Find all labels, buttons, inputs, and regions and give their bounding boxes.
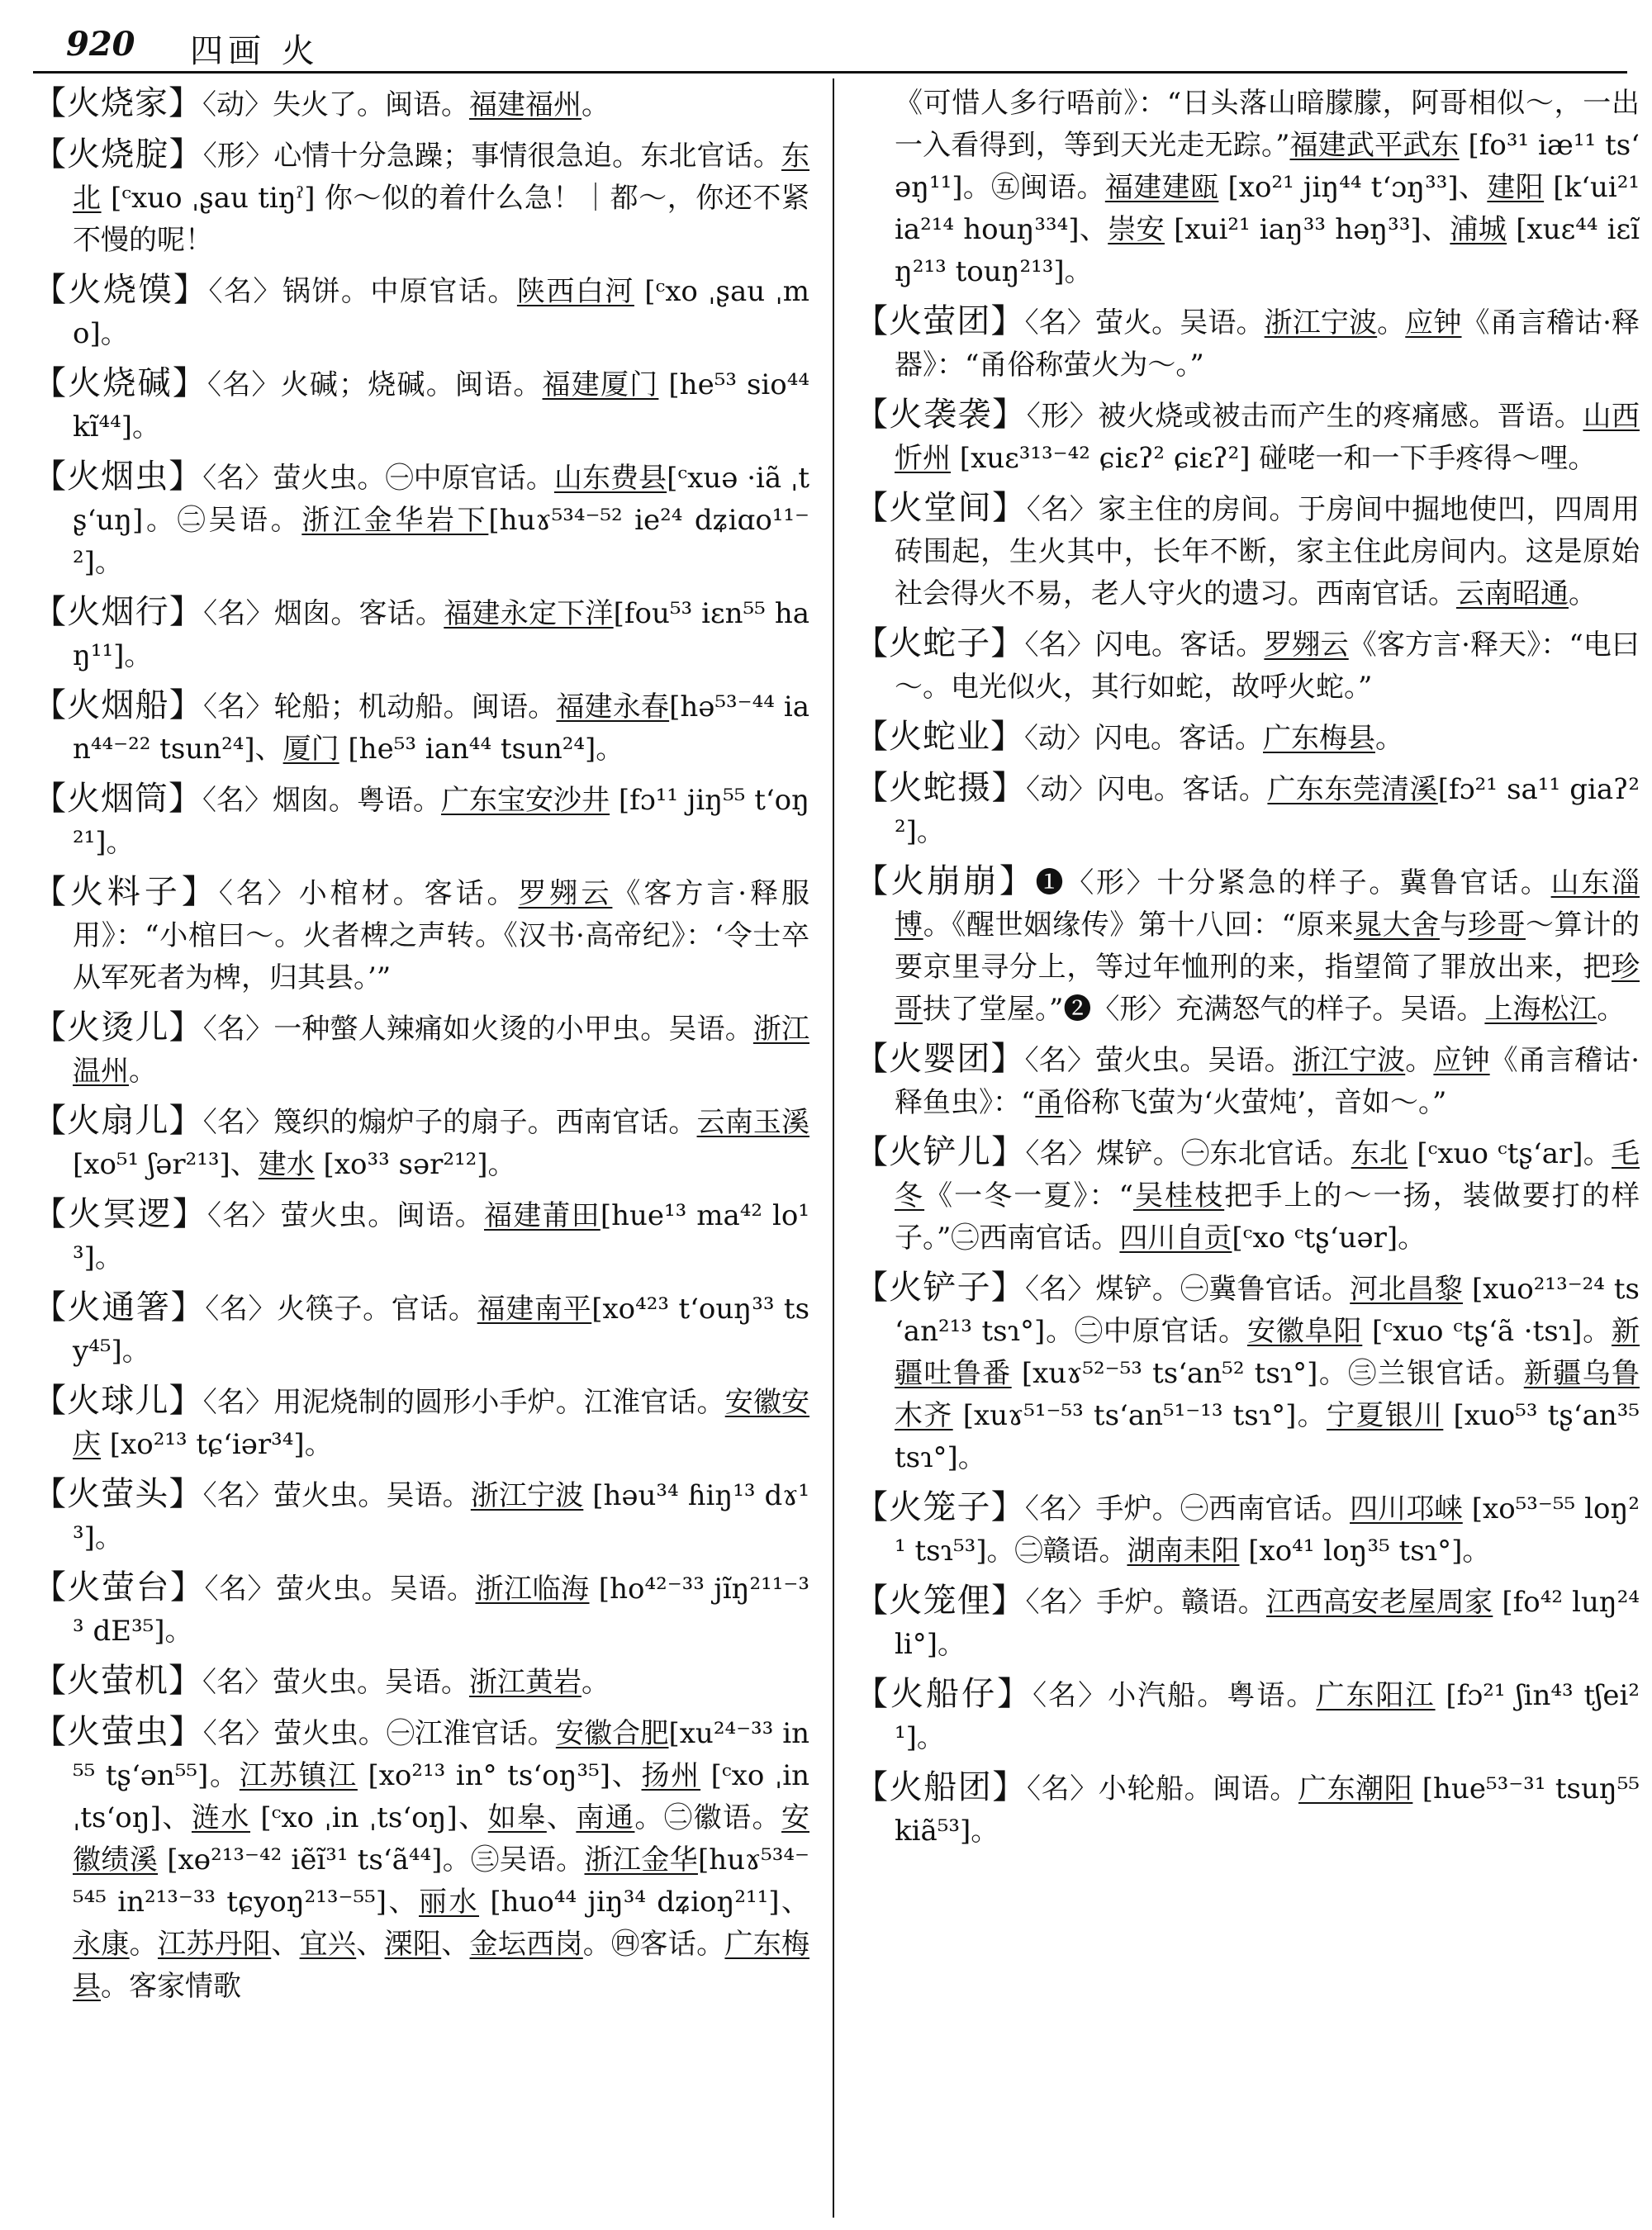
underlined-place-name: 丽水 bbox=[419, 1886, 480, 1919]
headword: 【火船团】 bbox=[855, 1768, 1027, 1806]
underlined-place-name: 新疆吐鲁番 bbox=[895, 1315, 1640, 1390]
definition-text: [xo⁵³⁻⁵⁵ loŋ²¹ tsɿ⁵³]。㊁赣语。 bbox=[895, 1492, 1640, 1568]
definition-text: 〈名〉煤铲。㊀东北官话。 bbox=[1025, 1137, 1351, 1170]
headword: 【火料子】 bbox=[33, 873, 219, 911]
dictionary-entry bbox=[33, 1193, 809, 1279]
underlined-place-name: 江苏镇江 bbox=[239, 1759, 358, 1792]
underlined-place-name: 东北 bbox=[73, 140, 809, 215]
headword: 【火袭袭】 bbox=[855, 396, 1027, 434]
definition-text: 〈名〉萤火。吴语。 bbox=[1024, 306, 1265, 339]
headword: 【火婴团】 bbox=[855, 1040, 1025, 1078]
definition-text: [kʻui²¹ ia²¹⁴ houŋ³³⁴]、 bbox=[895, 171, 1640, 246]
dictionary-entry bbox=[33, 363, 809, 448]
definition-text: 。 bbox=[1597, 993, 1626, 1026]
definition-text: 〈名〉萤火虫。㊀中原官话。 bbox=[202, 462, 554, 495]
definition-text: [həu³⁴ ɦiŋ¹³ dɤ¹³]。 bbox=[73, 1479, 809, 1554]
definition-text: [xo³³ sər²¹²]。 bbox=[314, 1148, 516, 1181]
underlined-place-name: 广东梅县 bbox=[1263, 722, 1375, 755]
definition-text: [huɤ⁵³⁴⁻⁵⁴⁵ in²¹³⁻³³ tɕyoŋ²¹³⁻⁵⁵]、 bbox=[73, 1843, 809, 1919]
definition-text: [fɔ¹¹ jiŋ⁵⁵ tʻoŋ²¹]。 bbox=[73, 784, 809, 859]
headword: 【火扇儿】 bbox=[33, 1102, 203, 1140]
headword: 【火蛇摄】 bbox=[855, 769, 1026, 807]
definition-text: 〈名〉篾织的煽炉子的扇子。西南官话。 bbox=[202, 1106, 697, 1139]
headword: 【火船仔】 bbox=[855, 1675, 1033, 1713]
definition-text: 〈形〉被火烧或被击而产生的疼痛感。晋语。 bbox=[1026, 400, 1583, 433]
underlined-place-name: 晁大舍 bbox=[1353, 909, 1440, 942]
definition-text: [xuo²¹³⁻²⁴ tsʻan²¹³ tsɿ°]。㊁中原官话。 bbox=[895, 1273, 1640, 1348]
headword: 【火烟筒】 bbox=[33, 780, 203, 818]
underlined-place-name: 广东东莞清溪 bbox=[1267, 773, 1438, 806]
underlined-place-name: 广东潮阳 bbox=[1298, 1772, 1413, 1805]
definition-text: 〈名〉家主住的房间。于房间中掘地使凹，四周用砖围起，生火其中，长年不断，家主住此房间内。这是原始社会得火不易，老人守火的遗习。西南官话。 bbox=[895, 493, 1640, 610]
underlined-place-name: 扬州 bbox=[641, 1759, 701, 1792]
definition-text: 。㊁徽语。 bbox=[634, 1801, 782, 1834]
definition-text: 、 bbox=[356, 1928, 385, 1961]
definition-text: [he⁵³ ian⁴⁴ tsun²⁴]。 bbox=[339, 733, 624, 766]
definition-text: 《客方言·释天》：“电曰～。电光似火，其行如蛇，故呼火蛇。” bbox=[895, 629, 1640, 704]
underlined-place-name: 厦门 bbox=[282, 733, 339, 766]
definition-text: 〈名〉手炉。㊀西南官话。 bbox=[1024, 1492, 1351, 1525]
headword: 【火蛇业】 bbox=[855, 718, 1024, 756]
definition-text: 〈形〉心情十分急躁；事情很急迫。东北官话。 bbox=[202, 140, 782, 173]
definition-text: [ᶜxuə ·iã ˌtʂʻuŋ]。㊁吴语。 bbox=[73, 462, 809, 537]
headword: 【火烟虫】 bbox=[33, 458, 203, 496]
dictionary-entry bbox=[855, 1673, 1640, 1759]
underlined-place-name: 浙江黄岩 bbox=[469, 1666, 582, 1699]
definition-text: [fo³¹ iæ¹¹ tsʻəŋ¹¹]。㊄闽语。 bbox=[895, 129, 1640, 204]
underlined-place-name: 浙江临海 bbox=[475, 1573, 590, 1606]
definition-text: [fo⁴² luŋ²⁴ li°]。 bbox=[895, 1586, 1640, 1661]
dictionary-entry bbox=[33, 134, 809, 262]
underlined-place-name: 涟水 bbox=[191, 1801, 251, 1834]
underlined-place-name: 广东阳江 bbox=[1316, 1679, 1436, 1712]
definition-text: [ᶜxuo ᶜtʂʻar]。 bbox=[1408, 1137, 1612, 1170]
underlined-place-name: 建阳 bbox=[1487, 171, 1545, 204]
headword: 【火萤台】 bbox=[33, 1568, 205, 1606]
definition-text: [xɵ²¹³⁻⁴² iẽĩ³¹ tsʻã⁴⁴]。㊂吴语。 bbox=[158, 1843, 585, 1877]
definition-text: 〈动〉失火了。闽语。 bbox=[202, 88, 469, 121]
dictionary-entry bbox=[33, 1660, 809, 1704]
headword: 【火烧家】 bbox=[33, 84, 202, 122]
definition-text: 。㊃客话。 bbox=[582, 1928, 725, 1961]
headword: 【火萤机】 bbox=[33, 1662, 202, 1700]
definition-text: [hue¹³ ma⁴² lo¹³]。 bbox=[73, 1199, 809, 1274]
definition-text: 〈名〉锅饼。中原官话。 bbox=[208, 275, 517, 308]
dictionary-entry bbox=[855, 1487, 1640, 1573]
underlined-place-name: 浦城 bbox=[1450, 213, 1507, 246]
underlined-place-name: 福建莆田 bbox=[484, 1199, 601, 1232]
dictionary-entry bbox=[855, 861, 1640, 1031]
definition-text: 〈名〉手炉。赣语。 bbox=[1025, 1586, 1267, 1619]
definition-text: 〈名〉萤火虫。吴语。 bbox=[1024, 1044, 1293, 1077]
dictionary-entry bbox=[855, 1580, 1640, 1666]
definition-text: 《一冬一夏》：“ bbox=[924, 1179, 1133, 1212]
definition-text: 〈名〉火筷子。官话。 bbox=[205, 1293, 477, 1326]
dictionary-entry bbox=[33, 591, 809, 677]
definition-text: 〈名〉闪电。客话。 bbox=[1024, 629, 1265, 662]
underlined-place-name: 云南昭通 bbox=[1456, 577, 1569, 610]
headword: 【火烧腚】 bbox=[33, 135, 203, 173]
definition-text: 〈名〉一种螫人辣痛如火烫的小甲虫。吴语。 bbox=[202, 1013, 753, 1046]
definition-text: 。 bbox=[1405, 1044, 1434, 1077]
dictionary-entry bbox=[33, 1473, 809, 1559]
definition-text: 、 bbox=[441, 1928, 470, 1961]
definition-text: [he⁵³ sio⁴⁴ kĩ⁴⁴]。 bbox=[73, 368, 809, 444]
underlined-place-name: 湖南耒阳 bbox=[1127, 1535, 1240, 1568]
dictionary-entry bbox=[855, 767, 1640, 853]
underlined-place-name: 罗翙云 bbox=[1264, 629, 1349, 662]
dictionary-entry bbox=[855, 1132, 1640, 1260]
definition-text: [xu²⁴⁻³³ in⁵⁵ tʂʻən⁵⁵]。 bbox=[73, 1717, 809, 1792]
definition-text: 《客方言·释服用》：“小棺曰～。火者椑之声转。《汉书·高帝纪》：‘令士卒从军死者为椑，归其县。’” bbox=[73, 877, 809, 994]
underlined-place-name: 四川邛崃 bbox=[1350, 1492, 1463, 1525]
definition-text: [ho⁴²⁻³³ jĩŋ²¹¹⁻³³ dE³⁵]。 bbox=[73, 1573, 809, 1648]
dictionary-entry bbox=[33, 1287, 809, 1373]
left-column bbox=[33, 83, 809, 2213]
headword: 【火蛇子】 bbox=[855, 624, 1025, 662]
definition-text: 。 bbox=[129, 1055, 157, 1088]
definition-text: [fou⁵³ iɛn⁵⁵ haŋ¹¹]。 bbox=[73, 597, 809, 672]
dictionary-entry bbox=[33, 778, 809, 864]
definition-text: 扶了堂屋。”❷〈形〉充满怒气的样子。吴语。 bbox=[923, 993, 1485, 1026]
dictionary-entry bbox=[855, 1038, 1640, 1124]
definition-text: 、 bbox=[271, 1928, 300, 1961]
underlined-place-name: 云南玉溪 bbox=[696, 1106, 809, 1139]
definition-text: 、 bbox=[546, 1801, 577, 1834]
definition-text: 。客家情歌 bbox=[101, 1970, 241, 2003]
definition-text: 〈名〉火碱；烧碱。闽语。 bbox=[207, 368, 543, 401]
definition-text: 〈名〉萤火虫。吴语。 bbox=[202, 1666, 469, 1699]
underlined-place-name: 广东宝安沙井 bbox=[441, 784, 610, 817]
column-divider bbox=[833, 78, 834, 2218]
underlined-place-name: 安徽合肥 bbox=[555, 1717, 669, 1750]
definition-text: [huo⁴⁴ jiŋ³⁴ dʑioŋ²¹¹]、 bbox=[479, 1886, 809, 1919]
underlined-place-name: 陕西白河 bbox=[516, 275, 634, 308]
underlined-place-name: 东北 bbox=[1351, 1137, 1408, 1170]
headword: 【火烧碱】 bbox=[33, 364, 208, 402]
headword: 【火通箸】 bbox=[33, 1288, 206, 1326]
definition-text: [hə⁵³⁻⁴⁴ ian⁴⁴⁻²² tsun²⁴]、 bbox=[73, 690, 809, 766]
page-number: 920 bbox=[66, 25, 135, 64]
underlined-place-name: 浙江宁波 bbox=[470, 1479, 584, 1512]
definition-text: [xuɛ³¹³⁻⁴² ɕiɛʔ² ɕiɛʔ²] 碰咾一和一下手疼得～哩。 bbox=[951, 442, 1597, 475]
headword: 【火萤头】 bbox=[33, 1475, 203, 1513]
underlined-place-name: 崇安 bbox=[1108, 213, 1165, 246]
underlined-place-name: 毛冬 bbox=[895, 1137, 1640, 1212]
definition-text: 〈名〉烟囱。客话。 bbox=[203, 597, 444, 630]
headword: 【火铲儿】 bbox=[855, 1133, 1026, 1171]
dictionary-entry bbox=[33, 1567, 809, 1653]
dictionary-entry bbox=[33, 269, 809, 355]
definition-text: [fɔ²¹ sa¹¹ giaʔ²²]。 bbox=[895, 773, 1640, 848]
definition-text: 。 bbox=[582, 88, 610, 121]
dictionary-entry bbox=[855, 487, 1640, 615]
dictionary-entry bbox=[855, 716, 1640, 760]
definition-text: 〈名〉小汽船。粤语。 bbox=[1032, 1679, 1317, 1712]
definition-text: [xuo⁵³ tʂʻan³⁵ tsɿ°]。 bbox=[895, 1399, 1640, 1474]
definition-text: 。 bbox=[582, 1666, 610, 1699]
definition-text: 〈名〉轮船；机动船。闽语。 bbox=[202, 690, 557, 724]
definition-text: [xuɤ⁵¹⁻⁵³ tsʻan⁵¹⁻¹³ tsɿ°]。 bbox=[952, 1399, 1327, 1432]
dictionary-entry bbox=[855, 623, 1640, 709]
definition-text: 俗称飞萤为‘火萤炖’，音如～。” bbox=[1063, 1086, 1447, 1119]
underlined-place-name: 如皋 bbox=[487, 1801, 547, 1834]
headword: 【火烟行】 bbox=[33, 593, 204, 631]
underlined-place-name: 安徽安庆 bbox=[73, 1386, 809, 1461]
underlined-place-name: 珍哥 bbox=[895, 951, 1640, 1026]
underlined-place-name: 宁夏银川 bbox=[1327, 1399, 1444, 1432]
definition-text: 与 bbox=[1439, 909, 1469, 942]
underlined-place-name: 浙江宁波 bbox=[1292, 1044, 1406, 1077]
definition-text: 。 bbox=[1569, 577, 1597, 610]
underlined-place-name: 山西忻州 bbox=[895, 400, 1640, 475]
dictionary-entry bbox=[33, 685, 809, 771]
headword: 【火崩崩】 bbox=[855, 862, 1036, 900]
underlined-place-name: 溧阳 bbox=[384, 1928, 442, 1961]
section-title: 四画 火 bbox=[190, 32, 320, 70]
definition-text: [ᶜxo ˌin ˌtsʻoŋ]、 bbox=[73, 1759, 809, 1834]
dictionary-entry bbox=[855, 83, 1640, 293]
dictionary-entry bbox=[33, 871, 809, 999]
definition-text: 。 bbox=[1375, 722, 1403, 755]
headword: 【火球儿】 bbox=[33, 1382, 203, 1420]
definition-text: 〈名〉萤火虫。㊀江淮官话。 bbox=[202, 1717, 556, 1750]
underlined-place-name: 江西高安老屋周家 bbox=[1266, 1586, 1493, 1619]
definition-text: [ᶜxuo ᶜtʂʻã ·tsɿ]。 bbox=[1362, 1315, 1612, 1348]
underlined-place-name: 浙江温州 bbox=[73, 1013, 809, 1088]
underlined-place-name: 浙江宁波 bbox=[1264, 306, 1378, 339]
headword: 【火烧馍】 bbox=[33, 271, 209, 309]
underlined-place-name: 金坛西岗 bbox=[469, 1928, 583, 1961]
underlined-place-name: 新疆乌鲁木齐 bbox=[895, 1357, 1640, 1432]
underlined-place-name: 永康 bbox=[73, 1928, 130, 1961]
definition-text: [xo⁴¹ loŋ³⁵ tsɿ°]。 bbox=[1239, 1535, 1491, 1568]
dictionary-entry bbox=[33, 1711, 809, 2008]
definition-text: 〈名〉小棺材。客话。 bbox=[218, 877, 519, 910]
dictionary-entry bbox=[33, 1100, 809, 1186]
underlined-place-name: 福建建瓯 bbox=[1104, 171, 1219, 204]
definition-text: 《甬言稽诂·释器》：“甬俗称萤火为～。” bbox=[895, 306, 1640, 382]
definition-text: [xo²¹ jiŋ⁴⁴ tʻɔŋ³³]、 bbox=[1218, 171, 1488, 204]
underlined-place-name: 建水 bbox=[258, 1148, 315, 1181]
definition-text: 。 bbox=[129, 1928, 158, 1961]
headword: 【火铲子】 bbox=[855, 1269, 1025, 1307]
definition-text: 《可惜人多行唔前》：“日头落山暗朦朦，阿哥相似～，一出一入看得到，等到天光走无踪。” bbox=[895, 87, 1640, 162]
underlined-place-name: 江苏丹阳 bbox=[157, 1928, 272, 1961]
definition-text: [ᶜxuo ˌʂau tiŋˀ] 你～似的着什么急！｜都～，你还不紧不慢的呢！ bbox=[73, 182, 809, 257]
definition-text: ～算计的要京里寻分上，等过年恤刑的来，指望简了罪放出来，把 bbox=[895, 909, 1640, 984]
definition-text: 。《醒世姻缘传》第十八回：“原来 bbox=[923, 909, 1354, 942]
definition-text: [ᶜxo ˌʂau ˌmo]。 bbox=[73, 275, 809, 350]
headword: 【火堂间】 bbox=[855, 489, 1027, 527]
underlined-place-name: 山东费县 bbox=[553, 462, 667, 495]
headword: 【火笼俚】 bbox=[855, 1582, 1026, 1620]
underlined-place-name: 安徽绩溪 bbox=[73, 1801, 809, 1877]
underlined-place-name: 吴桂枝 bbox=[1132, 1179, 1225, 1212]
definition-text: 《甬言稽诂·释鱼虫》：“ bbox=[895, 1044, 1640, 1119]
dictionary-entry bbox=[855, 301, 1640, 387]
definition-text: [xo²¹³ in° tsʻoŋ³⁵]、 bbox=[357, 1759, 642, 1792]
definition-text: 〈名〉萤火虫。吴语。 bbox=[204, 1573, 476, 1606]
definition-text: 把手上的～一扬，装做要打的样子。”㊁西南官话。 bbox=[895, 1179, 1640, 1255]
underlined-place-name: 四川自贡 bbox=[1119, 1222, 1232, 1255]
underlined-place-name: 福建南平 bbox=[477, 1293, 592, 1326]
definition-text: [xo⁴²³ tʻouŋ³³ tsy⁴⁵]。 bbox=[73, 1293, 809, 1368]
headword: 【火烟船】 bbox=[33, 686, 203, 724]
dictionary-entry bbox=[33, 1380, 809, 1466]
underlined-place-name: 福建武平武东 bbox=[1289, 129, 1460, 162]
definition-text: 〈名〉用泥烧制的圆形小手炉。江淮官话。 bbox=[202, 1386, 725, 1419]
dictionary-entry bbox=[855, 394, 1640, 480]
page-header bbox=[33, 18, 1627, 74]
right-column bbox=[855, 83, 1640, 2213]
underlined-place-name: 应钟 bbox=[1433, 1044, 1490, 1077]
headword: 【火烫儿】 bbox=[33, 1008, 203, 1046]
definition-text: [xo⁵¹ ʃər²¹³]、 bbox=[73, 1148, 259, 1181]
underlined-place-name: 福建福州 bbox=[469, 88, 582, 121]
definition-text: 〈名〉煤铲。㊀冀鲁官话。 bbox=[1024, 1273, 1351, 1306]
dictionary-entry bbox=[33, 1007, 809, 1093]
underlined-place-name: 罗翙云 bbox=[518, 877, 613, 910]
definition-text: 〈名〉烟囱。粤语。 bbox=[202, 784, 442, 817]
underlined-place-name: 应钟 bbox=[1405, 306, 1462, 339]
underlined-place-name: 山东淄博 bbox=[895, 866, 1640, 942]
dictionary-entry bbox=[33, 83, 809, 126]
definition-text: 〈名〉萤火虫。吴语。 bbox=[202, 1479, 471, 1512]
definition-text: [ᶜxo ᶜtʂʻuər]。 bbox=[1232, 1222, 1427, 1255]
definition-text: [hue⁵³⁻³¹ tsuŋ⁵⁵ kiã⁵³]。 bbox=[895, 1772, 1640, 1848]
definition-text: ❶〈形〉十分紧急的样子。冀鲁官话。 bbox=[1035, 866, 1551, 899]
dictionary-entry bbox=[33, 456, 809, 584]
underlined-place-name: 宜兴 bbox=[299, 1928, 357, 1961]
definition-text: [xuɤ⁵²⁻⁵³ tsʻan⁵² tsɿ°]。㊂兰银官话。 bbox=[1011, 1357, 1524, 1390]
definition-text: 〈名〉小轮船。闽语。 bbox=[1027, 1772, 1298, 1805]
underlined-place-name: 广东梅县 bbox=[73, 1928, 809, 2003]
headword: 【火萤团】 bbox=[855, 302, 1025, 340]
underlined-place-name: 上海松江 bbox=[1484, 993, 1597, 1026]
underlined-place-name: 浙江金华岩下 bbox=[301, 504, 489, 537]
dictionary-entry bbox=[855, 1267, 1640, 1479]
underlined-place-name: 福建厦门 bbox=[542, 368, 659, 401]
definition-text: 〈动〉闪电。客话。 bbox=[1024, 722, 1263, 755]
underlined-place-name: 河北昌黎 bbox=[1350, 1273, 1463, 1306]
definition-text: [xui²¹ iaŋ³³ həŋ³³]、 bbox=[1164, 213, 1450, 246]
underlined-place-name: 福建永春 bbox=[556, 690, 670, 724]
underlined-place-name: 安徽阜阳 bbox=[1246, 1315, 1363, 1348]
underlined-place-name: 福建永定下洋 bbox=[444, 597, 614, 630]
definition-text: 〈动〉闪电。客话。 bbox=[1025, 773, 1268, 806]
headword: 【火冥逻】 bbox=[33, 1195, 207, 1233]
underlined-place-name: 甬 bbox=[1035, 1086, 1064, 1119]
definition-text: [xo²¹³ tɕʻiər³⁴]。 bbox=[101, 1428, 333, 1461]
underlined-place-name: 珍哥 bbox=[1468, 909, 1526, 942]
underlined-place-name: 浙江金华 bbox=[584, 1843, 698, 1877]
definition-text: [ᶜxo ˌin ˌtsʻoŋ]、 bbox=[250, 1801, 488, 1834]
definition-text: 〈名〉萤火虫。闽语。 bbox=[207, 1199, 484, 1232]
dictionary-entry bbox=[855, 1767, 1640, 1853]
definition-text: [xuɛ⁴⁴ iɛĩŋ²¹³ touŋ²¹³]。 bbox=[895, 213, 1640, 288]
headword: 【火笼子】 bbox=[855, 1488, 1025, 1526]
definition-text: [fɔ²¹ ʃin⁴³ tʃei²¹]。 bbox=[895, 1679, 1640, 1754]
headword: 【火萤虫】 bbox=[33, 1713, 203, 1751]
definition-text: 。 bbox=[1377, 306, 1406, 339]
definition-text: [huɤ⁵³⁴⁻⁵² ie²⁴ dʑiɑo¹¹⁻²]。 bbox=[73, 504, 809, 579]
underlined-place-name: 南通 bbox=[576, 1801, 635, 1834]
